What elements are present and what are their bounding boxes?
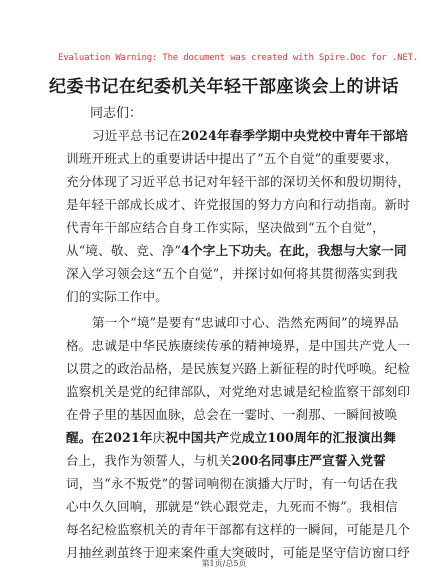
text-run: 每名纪检监察机关的青年干部都有这样的一瞬间，可能是几个 (66, 522, 411, 537)
text-run: 监察机关是党的纪律部队，对党绝对忠诚是纪检监察干部刻印 (66, 384, 411, 399)
text-line (66, 426, 397, 449)
text-line (66, 311, 399, 334)
text-run: 以贯之的政治品格，是民族复兴路上新征程的时代呼唤。纪检 (66, 361, 411, 376)
text-line (66, 193, 411, 216)
text-run: 在骨子里的基因血脉，总会在一霎时、一刹那、一瞬间被唤 (66, 407, 398, 422)
text-run: 训班开班式上的重要讲话中提出了“五个自觉”的重要要求， (66, 151, 398, 166)
text-line (66, 334, 411, 357)
text-run: 2024年春季学期中央党校中青年干部培 (181, 128, 409, 143)
text-run: 祝中国共产 (165, 430, 230, 445)
text-run: 庆 (152, 430, 166, 445)
text-line (66, 403, 398, 426)
text-run: 党 (229, 430, 242, 445)
text-run: 2021年 (104, 430, 153, 445)
text-run: 深入学习领会这“五个自觉”，并探讨如何将其贯彻落实到我 (66, 266, 398, 281)
text-run: 充分体现了习近平总书记对年轻干部的深切关怀和殷切期待， (66, 174, 411, 189)
greeting: 同志们： (90, 106, 143, 121)
text-run: 习近平总书记在 (92, 128, 182, 143)
text-run: 第一个“境”是要有“忠诚印寸心、浩然充两间”的境界品 (92, 315, 399, 330)
text-run: 醒。在 (66, 430, 105, 445)
document-title: 纪委书记在纪委机关年轻干部座谈会上的讲话 (49, 77, 399, 97)
paragraph-1 (66, 124, 411, 308)
text-line (66, 239, 407, 262)
text-run: 从“境、敬、竞、净” (66, 243, 182, 258)
text-line (66, 147, 398, 170)
text-run: 格。忠诚是中华民族赓续传承的精神境界，是中国共产党人一 (66, 338, 411, 353)
text-line (66, 124, 409, 147)
text-run: 成立 (241, 430, 268, 445)
text-line (66, 262, 398, 285)
text-line (66, 449, 386, 472)
text-line (66, 170, 411, 193)
text-line (66, 285, 386, 308)
text-line (66, 380, 411, 403)
text-line (66, 518, 411, 541)
text-line (66, 472, 398, 495)
text-run: 4个字上下功夫。在此，我想与大家一同 (181, 243, 407, 258)
text-run: 月抽丝剥茧终于迎来案件重大突破时，可能是坚守信访窗口纾 (66, 545, 411, 560)
text-run: 词，当“永不叛党”的誓词响彻在演播大厅时，有一句话在我 (66, 476, 398, 491)
text-run: 200名同事庄严宣誓入党誓 (231, 453, 386, 468)
paragraph-2 (66, 311, 411, 564)
text-run: 们的实际工作中。 (66, 289, 168, 304)
text-line (66, 216, 386, 239)
evaluation-warning: Evaluation Warning: The document was created with Spire.Doc for .NET. (58, 53, 419, 63)
text-run: 心中久久回响，那就是“铁心跟党走，九死而不悔”。我相信 (66, 499, 398, 514)
text-line (66, 495, 398, 518)
text-run: 代青年干部应结合自身工作实际，坚决做到“五个自觉”， (66, 220, 386, 235)
text-run: 100周年的汇报演出舞 (267, 430, 397, 445)
page-footer: 第1页/总5页 (201, 559, 247, 568)
text-run: 台上，我作为领誓人，与机关 (66, 453, 232, 468)
text-line (66, 357, 411, 380)
text-run: 是年轻干部成长成才、许党报国的努力方向和行动指南。新时 (66, 197, 411, 212)
